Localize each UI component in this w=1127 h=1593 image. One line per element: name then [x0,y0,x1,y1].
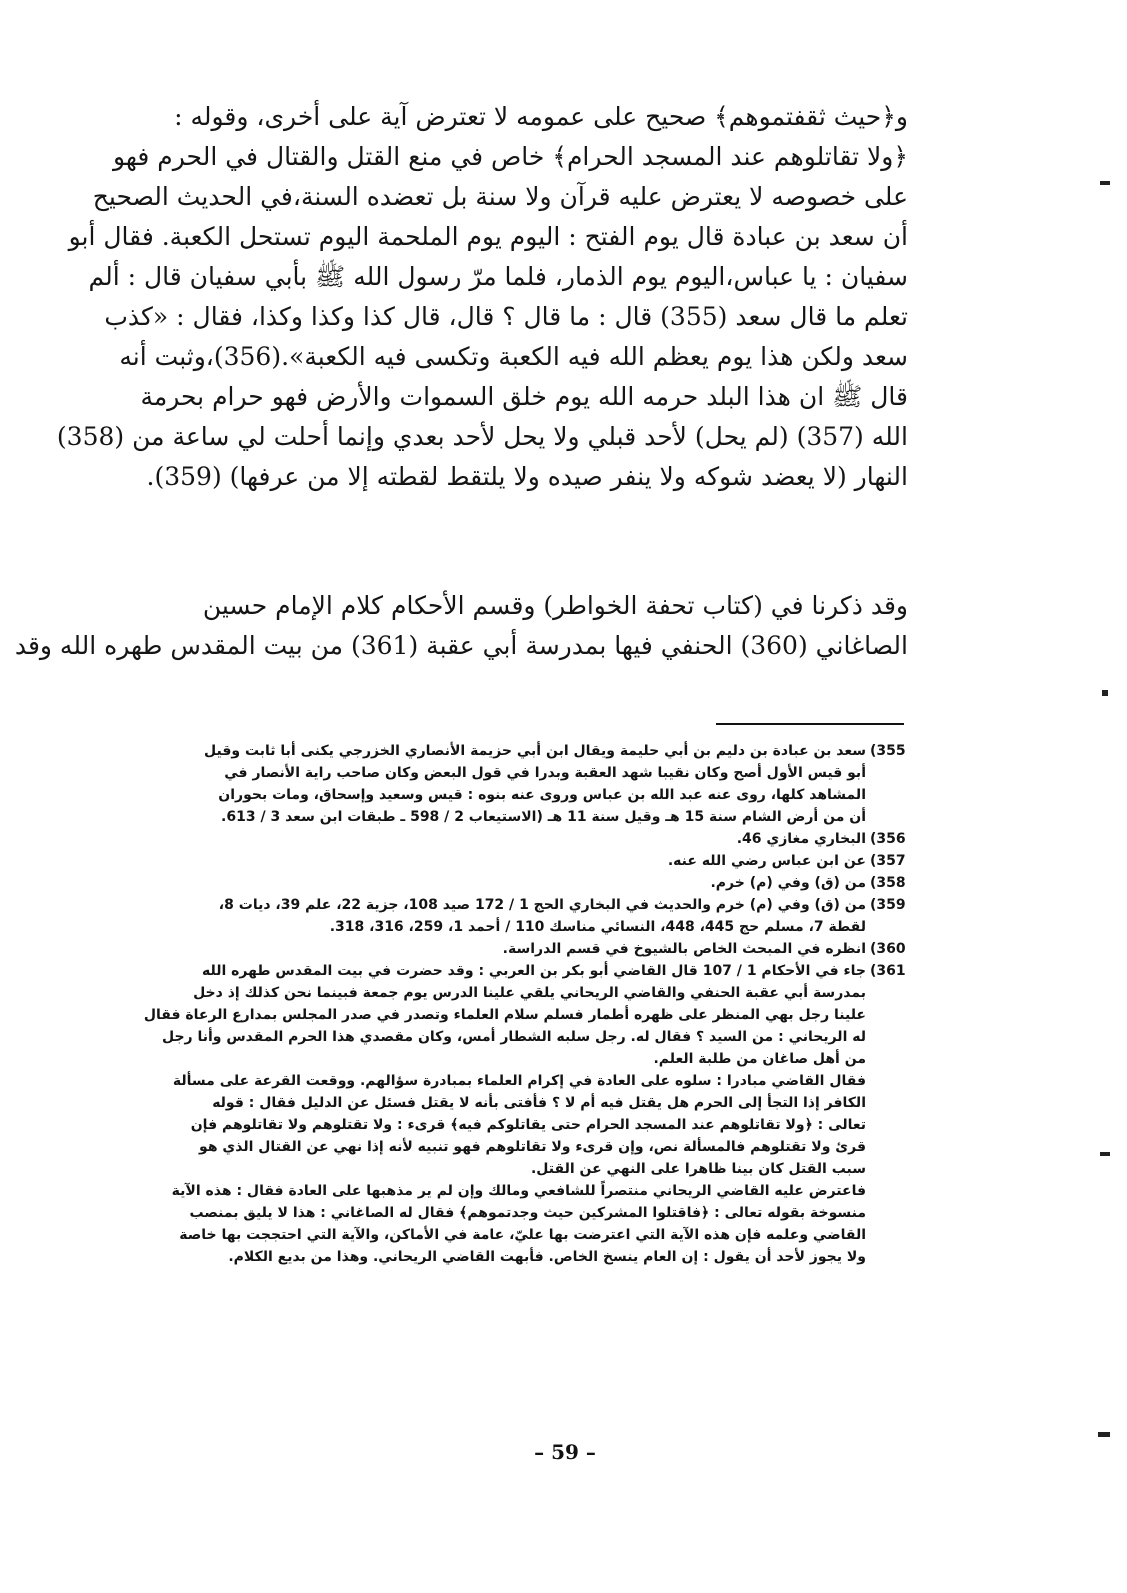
footnote-item [160,850,910,872]
footnote-line: من (ق) وفي (م) خرم والحديث في البخاري الحج 1 / 172 صيد 108، جزية 22، علم 39، ديات 8، [218,897,866,913]
text-line: ﴿ولا تقاتلوهم عند المسجد الحرام﴾ خاص في منع القتل والقتال في الحرم فهو [112,142,908,171]
scan-edge-mark [1098,1432,1110,1437]
footnote-text [160,828,866,850]
text-line: النهار (لا يعضد شوكه ولا ينفر صيده ولا يلتقط لقطته إلا من عرفها) (359). [146,462,908,491]
footnote-number: (358 [870,875,906,891]
footnotes [143,740,910,1268]
footnote-text [160,850,866,872]
footnote-line: تعالى : ﴿ولا تقاتلوهم عند المسجد الحرام حتى يقاتلوكم فيه﴾ قرىء : ولا تقتلوهم ولا تقاتلوهم فإن [190,1117,866,1133]
footnote-line: المشاهد كلها، روى عنه عبد الله بن عباس وروى عنه بنوه : قيس وسعيد وإسحاق، ومات بحوران [218,787,866,803]
text-line: قال ﷺ ان هذا البلد حرمه الله يوم خلق السموات والأرض فهو حرام بحرمة [140,382,908,411]
footnote-line: له الريحاني : من السيد ؟ فقال له. رجل سلبه الشطار أمس، وكان مقصدي هذا الحرم المقدس وأنا رجل [161,1029,866,1045]
footnote-item [160,938,910,960]
footnote-number: (359 [870,897,906,913]
footnote-line: منسوخة بقوله تعالى : ﴿فاقتلوا المشركين حيث وجدتموهم﴾ فقال له الصاغاني : هذا لا يليق بمنصب [189,1205,866,1221]
text-line: أن سعد بن عبادة قال يوم الفتح : اليوم يوم الملحمة اليوم تستحل الكعبة. فقال أبو [68,222,908,251]
footnote-line: القاضي وعلمه فإن هذه الآية التي اعترضت بها عليّ، عامة في الأماكن، والآية التي احتججت بها خاصة [179,1227,866,1243]
footnote-line: انظره في المبحث الخاص بالشيوخ في قسم الدراسة. [502,941,866,957]
footnote-line: فقال القاضي مبادرا : سلوه على العادة في إكرام العلماء بمبادرة سؤالهم. ووقعت القرعة على مسألة [172,1073,866,1089]
footnote-number: (361 [870,963,906,979]
page-number: – 59 – [534,1440,596,1464]
footnote-item [143,960,910,1268]
footnote-line: علينا رجل بهي المنظر على ظهره أطمار فسلم سلام العلماء وتصدر في صدر المجلس بمدارع الرعاة فقال [143,1007,866,1023]
footnote-number: (355 [870,743,906,759]
text-line: وقد ذكرنا في (كتاب تحفة الخواطر) وقسم الأحكام كلام الإمام حسين [202,591,908,620]
footnote-line: فاعترض عليه القاضي الريحاني منتصراً للشافعي ومالك وإن لم ير مذهبها على العادة فقال : هذه الآية [171,1183,866,1199]
main-paragraph-2 [14,586,908,666]
footnote-item [160,872,910,894]
scan-edge-mark [1102,690,1108,696]
footnote-item [160,894,910,938]
text-line: و﴿حيث ثقفتموهم﴾ صحيح على عمومه لا تعترض آية على أخرى، وقوله : [174,102,908,131]
footnote-text [160,938,866,960]
text-line: سعد ولكن هذا يوم يعظم الله فيه الكعبة وتكسى فيه الكعبة».(356)،وثبت أنه [119,342,908,371]
scan-edge-mark [1100,181,1110,185]
scan-edge-mark [1100,1152,1110,1156]
footnote-line: قرئ ولا تقتلوهم فالمسألة نص، وإن قرىء ولا تقاتلوهم فهو تنبيه لأنه إذا نهي عن القتال الذي هو [199,1139,866,1155]
footnote-line: أبو قيس الأول أصح وكان نقيبا شهد العقبة وبدرا في قول البعض وكان صاحب راية الأنصار في [224,765,866,781]
footnote-item [160,828,910,850]
text-line: الله (357) (لم يحل) لأحد قبلي ولا يحل لأحد بعدي وإنما أحلت لي ساعة من (358) [56,422,908,451]
footnote-line: الكافر إذا التجأ إلى الحرم هل يقتل فيه أم لا ؟ فأفتى بأنه لا يقتل فسئل عن الدليل فقال : قوله [212,1095,866,1111]
footnote-line: البخاري مغازي 46. [736,831,866,847]
footnote-line: سعد بن عبادة بن دليم بن أبي حليمة ويقال ابن أبي حزيمة الأنصاري الخزرجي يكنى أبا ثابت وقيل [203,743,866,759]
footnote-line: من (ق) وفي (م) خرم. [710,875,866,891]
footnote-text [160,872,866,894]
footnote-text [143,960,866,1268]
footnote-text [160,894,866,938]
main-paragraph-1 [56,97,908,497]
footnote-line: لقطة 7، مسلم حج 445، 448، النسائي مناسك 110 / أحمد 1، 259، 316، 318. [329,919,866,935]
footnote-line: عن ابن عباس رضي الله عنه. [667,853,866,869]
footnote-number: (356 [870,831,906,847]
footnote-line: سبب القتل كان بينا ظاهرا على النهي عن القتل. [530,1161,866,1177]
footnote-text [160,740,866,828]
footnote-separator [716,723,904,725]
footnote-line: بمدرسة أبي عقبة الحنفي والقاضي الريحاني يلقي علينا الدرس يوم جمعة فبينما نحن كذلك إذ دخل [193,985,866,1001]
text-line: الصاغاني (360) الحنفي فيها بمدرسة أبي عقبة (361) من بيت المقدس طهره الله وقد [14,631,908,660]
footnote-number: (357 [870,853,906,869]
footnote-number: (360 [870,941,906,957]
footnote-line: أن من أرض الشام سنة 15 هـ وقيل سنة 11 هـ (الاستيعاب 2 / 598 ـ طبقات ابن سعد 3 / 613. [221,809,866,825]
text-line: على خصوصه لا يعترض عليه قرآن ولا سنة بل تعضده السنة،في الحديث الصحيح [92,182,908,211]
text-line: تعلم ما قال سعد (355) قال : ما قال ؟ قال، قال كذا وكذا وكذا، فقال : «كذب [104,302,908,331]
footnote-item [160,740,910,828]
text-line: سفيان : يا عباس،اليوم يوم الذمار، فلما مرّ رسول الله ﷺ بأبي سفيان قال : ألم [88,262,908,291]
footnote-line: جاء في الأحكام 1 / 107 قال القاضي أبو بكر بن العربي : وقد حضرت في بيت المقدس طهره الله [202,963,866,979]
footnote-line: ولا يجوز لأحد أن يقول : إن العام ينسخ الخاص. فأبهت القاضي الريحاني. وهذا من بديع الكلام. [228,1249,866,1265]
footnote-line: من أهل صاغان من طلبة العلم. [653,1051,866,1067]
